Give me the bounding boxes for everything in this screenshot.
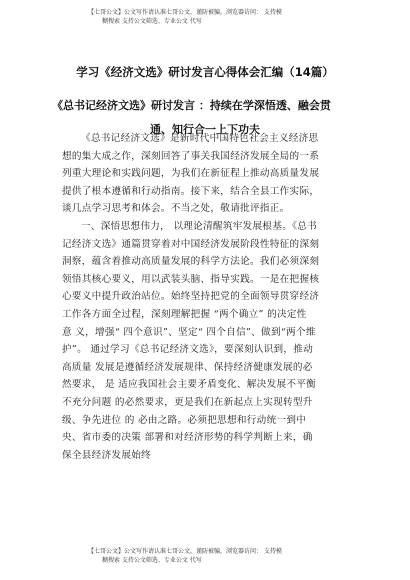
body-line: 工作各方面全过程，深刻理解把握 “两个确立” 的决定性 [62, 308, 307, 320]
body-line: 领悟其核心要义，用以武装头脑、指导实践。一是在把握核 [62, 273, 320, 285]
body-line: 意 义，增强“ 四个意识”、坚定“ 四个自信”、做到“两个维 [62, 326, 316, 338]
body-line: 心要义中提升政治站位。始终坚持把党的全面领导贯穿经济 [62, 291, 320, 303]
subtitle-line-1: 《总书记经济文选》研讨发言 ：持续在学深悟透、融会贯 [52, 99, 331, 112]
page-header [88, 8, 328, 26]
body-line: 不充分问题 的必然要求，更是我们在新起点上实现转型升 [62, 396, 313, 408]
body-line: 记经济文选》通篇贯穿着对中国经济发展阶段性特征的深刻 [62, 238, 320, 250]
footer-line-2: 糊搜索 支持公文筛选、专业公文 代写 [102, 557, 202, 564]
body-line: 央、省市委的决策 部署和对经济形势的科学判断上来，确 [62, 432, 313, 444]
header-line-1: 【七哥公文】公文写作请认准七哥公文，谨防被骗，浏览器访问： 支持模 [88, 9, 282, 16]
body-line: 然要求， 是 适应我国社会主要矛盾变化、解决发展不平衡 [62, 379, 317, 391]
body-line: 《总书记经济文选》是新时代中国特色社会主义经济思 [81, 133, 319, 144]
body-line: 谈几点学习思考和体会。不当之处，敬请批评指正。 [62, 203, 290, 215]
body-line: 保全县经济发展始终 [62, 449, 152, 461]
header-line-2: 糊搜索 支持公文筛选、专业公文 代写 [102, 18, 202, 25]
footer-line-1: 【七哥公文】公文写作请认准七哥公文，谨防被骗，浏览器访问： 支持模 [88, 548, 282, 555]
document-title: 学习《经济文选》研讨发言心得体会汇编（14篇） [76, 65, 334, 79]
body-line: 洞察，蕴含着推动高质量发展的科学方法论。我们必须深刻 [62, 256, 320, 268]
body-line: 高质量 发展是遵循经济发展规律、保持经济健康发展的必 [62, 361, 313, 373]
subtitle-line-2: 通、知行合一上下功夫 [150, 123, 260, 136]
body-line: 级、争先进位 的 必由之路。必须把思想和行动统一到中 [62, 414, 307, 426]
document-body [62, 130, 362, 464]
body-line: 想的集大成之作，深刻回答了事关我国经济发展全局的一系 [62, 150, 320, 162]
body-line: 列重大理论和实践问题，为我们在新征程上推动高质量发展 [62, 168, 320, 180]
body-line: 一、深悟思想伟力， 以理论清醒筑牢发展根基。《总书 [81, 220, 317, 232]
body-line: 提供了根本遵循和行动指南。接下来，结合全县工作实际， [62, 185, 320, 197]
body-line: 护”。 通过学习《总书记经济文选》，要深刻认识到，推动 [62, 344, 314, 356]
page-footer [88, 547, 328, 565]
